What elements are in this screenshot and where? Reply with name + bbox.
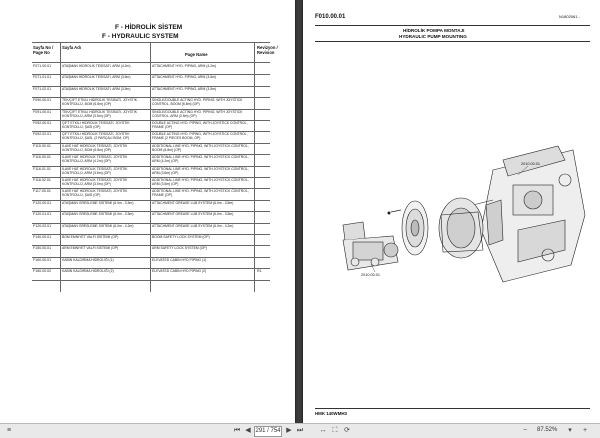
viewer-toolbar: [0, 423, 600, 438]
cell-tr: ATAŞMAN GRESLEME SİSTEMİ (6.0m - 3.5m): [62, 200, 134, 205]
cell-tr: ATAŞMAN HİDROLİK TESİSATI, ARM (3.5m): [62, 86, 131, 91]
cell-code: F091.00.01: [33, 109, 52, 114]
cell-code: F160.00.01: [33, 257, 52, 262]
machine-model: HMK 140WMH3: [315, 411, 347, 416]
sidebar-toggle-icon[interactable]: ≡: [6, 427, 12, 434]
cell-en: DOUBLE ACTING HYD. PIPING, WITH JOYSTICK CONTROL, FRAME (OP): [152, 121, 248, 129]
cell-en: ADDITIONAL LINE HYD. PIPING, WITH JOYSTICK CONTROL, ARM (3.5m) (OP): [152, 178, 249, 186]
cell-code: F120.00.01: [33, 200, 52, 205]
cell-code: F116.02.01: [33, 178, 51, 182]
page-number-input[interactable]: 291 / 754: [254, 426, 282, 437]
hydraulic-pump-drawing: [303, 0, 600, 423]
prev-page-icon[interactable]: ◀: [245, 427, 251, 434]
zoom-out-icon[interactable]: −: [522, 427, 528, 434]
cell-code: F120.02.01: [33, 223, 52, 228]
cell-tr: ATAŞMAN HİDROLİK TESİSATI, ARM (3.6m): [62, 75, 131, 80]
table-col-divider: [150, 42, 151, 292]
col-header-page-name: Page Name: [185, 52, 208, 57]
cell-en: ATTACHMENT GREASE LUB SYSTEM (6.0m - 3.5m): [152, 200, 234, 205]
cell-code: F092.00.01: [33, 121, 52, 125]
cell-tr: BOM EMNİYET VALFİ SİSTEMİ (OP): [62, 235, 119, 239]
zoom-level[interactable]: 87.52%: [537, 427, 558, 433]
cell-rev: R1: [257, 269, 262, 274]
cell-en: ELEVATED CABIN HYD PIPING (2): [152, 269, 207, 274]
col-header-page-no: Sayfa No / Page No: [33, 45, 54, 55]
callout-pump: 2010.00.01: [361, 273, 381, 277]
cell-code: F116.00.01: [33, 155, 51, 160]
table-col-divider: [60, 42, 61, 292]
fit-width-icon[interactable]: ↔: [319, 427, 327, 434]
page-code: F010.00.01: [315, 14, 346, 20]
cell-tr: ARM EMNİYET VALFİ SİSTEMİ (OP): [62, 246, 119, 251]
cell-en: DOUBLE ACTING HYD. PIPING, WITH JOYSTICK CONTROL, FRAME (2 PIECES BOOM, OP): [152, 132, 248, 141]
cell-en: BOOM SAFETY LOCK SYSTEM (OP): [152, 235, 210, 239]
cell-en: ADDITIONAL LINE HYD. PIPING, WITH JOYSTICK CONTROL, BOOM (6.8m) (OP): [152, 143, 249, 152]
callout-engine: 2010.00.01: [521, 162, 541, 166]
cell-en: SINGLE/DOUBLE ACTING HYD. PIPING, WITH JOYSTICK CONTROL, ARM (3.5m) (OP): [152, 109, 243, 118]
cell-tr: KABİN KALDIRMA HİDROLİĞİ (1): [62, 257, 114, 262]
table-col-divider: [254, 42, 255, 292]
cell-tr: İLAVE HAT HİDROLİK TESİSATI, JOYSTİK KONTROLLÜ, ARM (3.6m) (OP): [62, 166, 128, 175]
rotate-icon[interactable]: ⟳: [344, 427, 350, 434]
last-page-icon[interactable]: ⏭: [296, 427, 304, 434]
col-header-part-name: Sayfa Adı: [62, 45, 81, 50]
cell-tr: ATAŞMAN GRESLEME SİSTEMİ (6.0m - 4.2m): [62, 223, 134, 228]
cell-code: F117.00.01: [33, 189, 51, 194]
left-document-page: [0, 0, 295, 423]
row-rule: [32, 280, 270, 281]
cell-tr: İLAVE HAT HİDROLİK TESİSATI, JOYSTİK KONTROLLÜ, ŞASİ (OP): [62, 189, 128, 198]
cell-tr: İLAVE HAT HİDROLİK TESİSATI, JOYSTİK KONTROLLÜ, ARM (3.5m) (OP): [62, 178, 128, 186]
cell-tr: ATAŞMAN GRESLEME SİSTEMİ (6.0m - 3.5m): [62, 212, 134, 217]
cell-code: F160.00.02: [33, 269, 52, 274]
cell-en: ATTACHMENT HYD. PIPING, ARM (3.5m): [152, 86, 217, 91]
cell-code: F071.01.01: [33, 75, 52, 80]
table-header-rule: [32, 62, 270, 63]
cell-en: ADDITIONAL LINE HYD. PIPING, WITH JOYSTICK CONTROL, FRAME (OP): [152, 189, 249, 198]
cell-tr: KABİN KALDIRMA HİDROLİĞİ (2): [62, 269, 114, 274]
section-title-tr: F - HİDROLİK SİSTEM: [115, 24, 183, 31]
col-header-revision: Revizyon / Revision: [257, 45, 278, 55]
zoom-in-icon[interactable]: +: [582, 427, 588, 434]
section-title-en: F - HYDRAULIC SYSTEM: [102, 33, 179, 40]
cell-en: ATTACHMENT HYD. PIPING, ARM (4.2m): [152, 64, 217, 68]
cell-tr: İLAVE HAT HİDROLİK TESİSATI, JOYSTİK KONTROLLÜ, ARM (4.2m) (OP): [62, 155, 128, 164]
drawing-title-en: HYDRAULIC PUMP MOUNTING: [399, 34, 467, 39]
cell-en: ATTACHMENT HYD. PIPING, ARM (3.6m): [152, 75, 217, 80]
cell-code: F150.00.01: [33, 246, 52, 251]
cell-tr: TEK/ÇİFT ETKİLİ HİDROLİK TESİSATI, JOYSTİK KONTROLLÜ, ARM (3.5m) (OP): [62, 109, 137, 118]
drawing-title-tr: HİDROLİK POMPA MONTAJI: [403, 28, 465, 33]
first-page-icon[interactable]: ⏮: [233, 427, 241, 434]
cell-code: F120.01.01: [33, 212, 52, 217]
cell-tr: İLAVE HAT HİDROLİK TESİSATI, JOYSTİK KONTROLLÜ, BOM (6.8m) (OP): [62, 143, 128, 152]
cell-en: ATTACHMENT GREASE LUB SYSTEM (6.0m - 3.5m): [152, 212, 234, 217]
cell-code: F116.01.01: [33, 166, 51, 171]
cell-code: F140.00.01: [33, 235, 52, 239]
cell-tr: ÇİFT ETKİLİ HİDROLİK TESİSATI, JOYSTİK KONTROLLÜ, ŞASİ, (2 PARÇALI BOM, OP): [62, 132, 130, 141]
next-page-icon[interactable]: ▶: [286, 427, 292, 434]
cell-code: F115.00.01: [33, 143, 51, 148]
cell-en: ADDITIONAL LINE HYD. PIPING, WITH JOYSTICK CONTROL, ARM (4.2m) (OP): [152, 155, 249, 164]
cell-tr: TEK/ÇİFT ETKİLİ HİDROLİK TESİSATI, JOYSTİK KONTROLLÜ, BOM (6.8m) (OP): [62, 98, 137, 107]
cell-en: ADDITIONAL LINE HYD. PIPING, WITH JOYSTICK CONTROL, ARM (3.6m) (OP): [152, 166, 249, 175]
cell-tr: ÇİFT ETKİLİ HİDROLİK TESİSATI, JOYSTİK KONTROLLÜ, ŞASİ (OP): [62, 121, 130, 129]
cell-code: F071.00.01: [33, 64, 52, 68]
cell-tr: ATAŞMAN HİDROLİK TESİSATI, ARM (4.2m): [62, 64, 131, 68]
cell-code: F090.00.01: [33, 98, 52, 103]
cell-en: ARM SAFETY LOCK SYSTEM (OP): [152, 246, 207, 251]
cell-code: F092.02.01: [33, 132, 52, 137]
doc-reference: N1802061 -: [559, 14, 580, 19]
right-document-page: [303, 0, 600, 423]
zoom-dropdown-icon[interactable]: ▾: [568, 427, 572, 434]
cell-code: F071.02.01: [33, 86, 52, 91]
cell-en: ELEVATED CABIN HYD PIPING (1): [152, 257, 207, 262]
fit-page-icon[interactable]: ⛶: [332, 427, 338, 434]
cell-en: SINGLE/DOUBLE ACTING HYD. PIPING, WITH JOYSTICK CONTROL, BOOM (6.8m) (OP): [152, 98, 243, 107]
table-top-rule: [32, 42, 270, 43]
footer-rule: [315, 408, 590, 409]
cell-en: ATTACHMENT GREASE LUB SYSTEM (6.0m - 4.2m): [152, 223, 234, 228]
